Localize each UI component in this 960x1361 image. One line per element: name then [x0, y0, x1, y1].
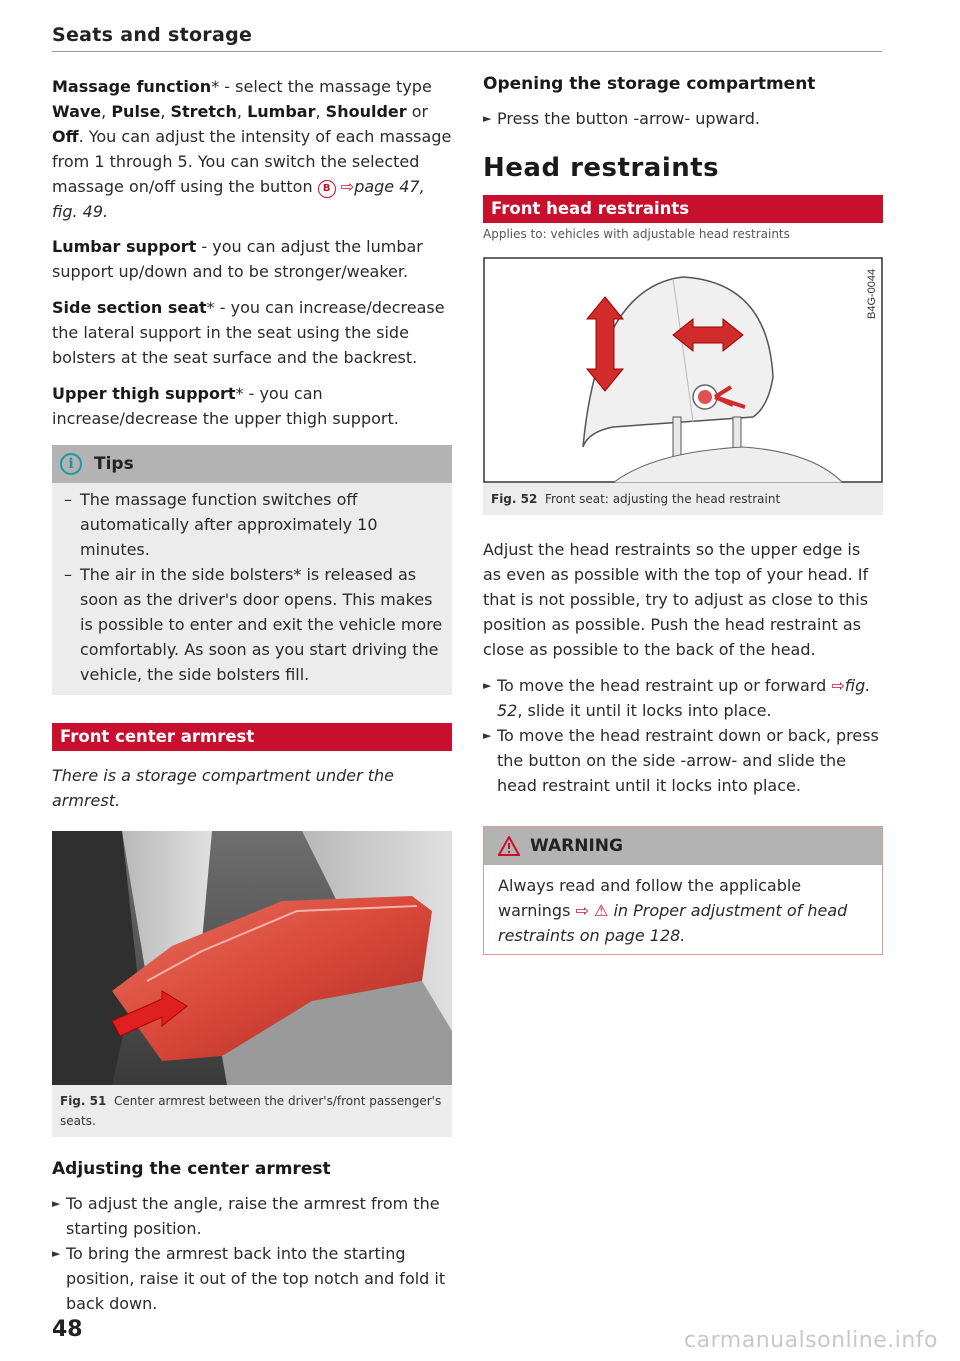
- ref-arrow-icon: ⇨: [340, 177, 355, 196]
- warning-icon: [498, 836, 520, 856]
- right-column: [483, 74, 883, 955]
- fig51-code: B4G-0043: [431, 870, 443, 921]
- warning-small-icon: ⚠: [594, 901, 609, 920]
- warning-header: WARNING: [484, 827, 882, 865]
- side-section-paragraph: Side section seat* - you can increase/decrease the lateral support in the seat using the side bolsters at the seat surface and the backrest.: [52, 298, 445, 367]
- tips-body: [52, 483, 452, 695]
- step-item: ► To move the head restraint down or back, press the button on the side -arrow- and slide the head restraint until it locks into place.: [483, 726, 879, 795]
- ref-arrow-icon: ⇨: [831, 676, 845, 695]
- tips-item: – The massage function switches off automatically after approximately 10 minutes.: [64, 490, 378, 559]
- step-item: ► Press the button -arrow- upward.: [483, 109, 760, 128]
- fig52-caption: Fig. 52 Front seat: adjusting the head restraint: [491, 492, 781, 506]
- head-restraints-heading: Head restraints: [483, 153, 720, 183]
- running-header: Seats and storage: [52, 24, 253, 46]
- step-item: ► To adjust the angle, raise the armrest from the starting position.: [52, 1194, 440, 1238]
- front-head-restraints-heading: Front head restraints: [483, 195, 883, 223]
- info-icon: i: [60, 453, 82, 475]
- figure-51: [52, 831, 452, 1137]
- upper-thigh-paragraph: Upper thigh support* - you can increase/decrease the upper thigh support.: [52, 384, 399, 428]
- fig52-code: B4G-0044: [866, 268, 878, 319]
- warning-box: [483, 826, 883, 955]
- massage-function-paragraph: Massage function* - select the massage type Wave, Pulse, Stretch, Lumbar, Shoulder or Off. You can adjust the intensity of each massage from 1 through 5. You can switch the selected massage on/off using the button B ⇨page 47, fig. 49.: [52, 77, 452, 221]
- page-number: 48: [52, 1317, 83, 1342]
- tips-item: – The air in the side bolsters* is released as soon as the driver's door opens. This makes is possible to enter and exit the vehicle more comfortably. As soon as you start driving the vehicle, the side bolsters fill.: [64, 565, 443, 684]
- armrest-illustration: [52, 831, 452, 1085]
- storage-heading: Opening the storage compartment: [483, 74, 816, 94]
- figure-52: [483, 257, 883, 515]
- ref-arrow-icon: ⇨: [575, 901, 589, 920]
- adjust-paragraph: Adjust the head restraints so the upper edge is as even as possible with the top of your head. If that is not possible, try to adjust as close to this position as possible. Push the head restraint as close as possible to the back of the head.: [483, 540, 869, 659]
- step-item: ► To bring the armrest back into the starting position, raise it out of the top notch and fold it back down.: [52, 1244, 446, 1313]
- b-button-icon: B: [318, 180, 336, 198]
- armrest-intro: There is a storage compartment under the armrest.: [52, 766, 395, 810]
- tips-header: [52, 445, 452, 483]
- applies-to-note: Applies to: vehicles with adjustable head restraints: [483, 227, 790, 241]
- head-restraint-illustration: [483, 257, 883, 483]
- header-divider: [52, 51, 882, 52]
- warning-body: Always read and follow the applicable warnings ⇨ ⚠ in Proper adjustment of head restraints on page 128.: [498, 876, 848, 945]
- left-column: [52, 74, 452, 1316]
- tips-title: Tips: [94, 454, 134, 474]
- watermark: carmanualsonline.info: [684, 1328, 938, 1353]
- lumbar-support-paragraph: Lumbar support - you can adjust the lumbar support up/down and to be stronger/weaker.: [52, 237, 423, 281]
- front-center-armrest-heading: Front center armrest: [52, 723, 452, 751]
- fig51-caption: Fig. 51 Center armrest between the driver's/front passenger's seats.: [60, 1094, 442, 1128]
- step-item: ► To move the head restraint up or forward ⇨fig. 52, slide it until it locks into place.: [483, 676, 871, 720]
- tips-box: [52, 445, 452, 695]
- adjusting-armrest-heading: Adjusting the center armrest: [52, 1159, 331, 1179]
